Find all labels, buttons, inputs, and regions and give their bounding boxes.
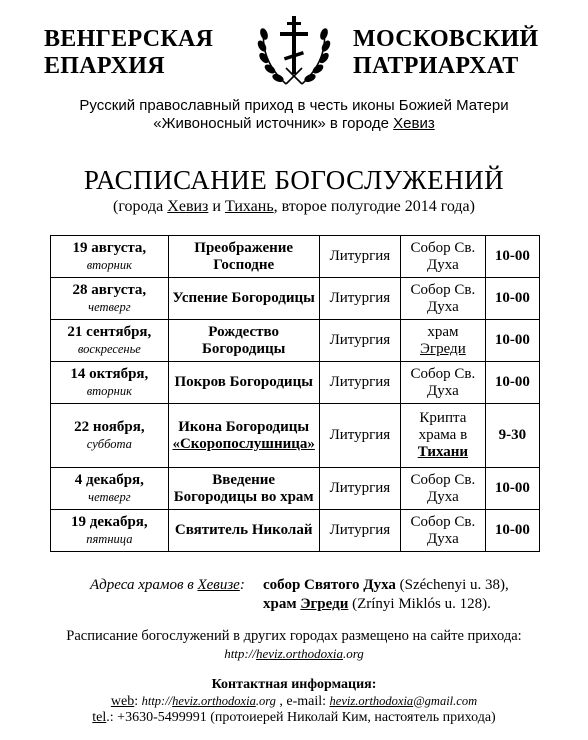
- place-line: Духа: [427, 530, 459, 547]
- time-cell: 10-00: [485, 236, 539, 278]
- place-line: Собор Св.: [410, 365, 476, 382]
- email-link-suffix: @gmail.com: [413, 694, 478, 708]
- addresses-label-colon: :: [239, 577, 245, 593]
- feast-cell: [168, 468, 319, 510]
- subtitle-part3: , второе полугодие 2014 года): [273, 198, 475, 215]
- addresses-label-text: Адреса храмов в: [90, 577, 198, 593]
- table-row: [51, 236, 540, 278]
- note-url[interactable]: [0, 645, 588, 663]
- page-subtitle: [0, 198, 588, 216]
- place-cell: [401, 362, 486, 404]
- table-row: [51, 320, 540, 362]
- parish-line2: [0, 115, 588, 133]
- date: 28 августа,: [72, 281, 147, 298]
- place-line: Собор Св.: [410, 513, 476, 530]
- place-line: храма в: [418, 427, 468, 443]
- page-title: РАСПИСАНИЕ БОГОСЛУЖЕНИЙ: [83, 165, 505, 195]
- table-row: [51, 404, 540, 468]
- time-cell: 10-00: [485, 468, 539, 510]
- parish-city: Хевиз: [393, 115, 435, 132]
- web-link-prefix: http://: [141, 694, 173, 708]
- contact-web-email: [0, 693, 588, 710]
- date-cell: [51, 278, 169, 320]
- feast-line: Введение: [212, 471, 276, 488]
- date-cell: [51, 320, 169, 362]
- date-cell: [51, 468, 169, 510]
- addresses-label: [90, 576, 245, 595]
- address-church-street: (Zrínyi Miklós u. 128).: [348, 596, 491, 612]
- feast-cell: [168, 236, 319, 278]
- schedule-table: [50, 235, 540, 552]
- contact-title: Контактная информация:: [211, 677, 377, 692]
- patriarchate-line2: ПАТРИАРХАТ: [353, 53, 519, 79]
- place-cell: [401, 320, 486, 362]
- place-cell: [401, 510, 486, 552]
- weekday: воскресенье: [77, 341, 141, 356]
- note-url-main: heviz.orthodoxia: [255, 646, 343, 661]
- place-cell: [401, 236, 486, 278]
- service-cell: Литургия: [319, 362, 401, 404]
- date-cell: [51, 510, 169, 552]
- feast-line: Покров Богородицы: [174, 374, 313, 390]
- place-cell: [401, 468, 486, 510]
- service-cell: Литургия: [319, 320, 401, 362]
- feast-cell: [168, 510, 319, 552]
- feast-line: «Скоропослушница»: [172, 435, 315, 452]
- feast-cell: [168, 278, 319, 320]
- date: 22 ноября,: [74, 418, 145, 435]
- feast-line: Святитель Николай: [174, 522, 313, 538]
- web-sep: :: [134, 694, 142, 709]
- address-church: [263, 595, 509, 614]
- table-row: [51, 510, 540, 552]
- orthodox-cross-wreath-icon: [256, 10, 332, 90]
- subtitle-part1: (города: [113, 198, 168, 215]
- subtitle-city1: Хевиз: [167, 198, 209, 215]
- place-line: Собор Св.: [410, 471, 476, 488]
- date: 14 октября,: [70, 365, 149, 382]
- feast-cell: [168, 404, 319, 468]
- parish-line2-text: «Живоносный источник» в городе: [153, 115, 394, 132]
- service-cell: Литургия: [319, 404, 401, 468]
- other-cities-note: [0, 628, 588, 663]
- web-link-suffix: .org: [255, 694, 276, 708]
- date: 21 сентября,: [67, 323, 152, 340]
- feast-cell: [168, 362, 319, 404]
- eparchy-line1: ВЕНГЕРСКАЯ: [44, 26, 214, 52]
- feast-line: Преображение: [194, 239, 294, 256]
- patriarchate-line1: МОСКОВСКИЙ: [353, 26, 539, 52]
- place-line: Духа: [427, 382, 459, 399]
- service-cell: Литургия: [319, 236, 401, 278]
- weekday: вторник: [86, 383, 132, 398]
- place-line: Собор Св.: [410, 281, 476, 298]
- time-cell: 10-00: [485, 510, 539, 552]
- feast-line: Богородицы: [202, 340, 286, 357]
- place-line: Духа: [427, 256, 459, 273]
- service-cell: Литургия: [319, 468, 401, 510]
- table-row: [51, 468, 540, 510]
- web-link-main: heviz.orthodoxia: [172, 694, 256, 708]
- date-cell: [51, 362, 169, 404]
- feast-line: Икона Богородицы: [178, 418, 310, 435]
- parish-description: [0, 97, 588, 133]
- time-cell: 10-00: [485, 320, 539, 362]
- feast-line: Богородицы во храм: [173, 488, 314, 505]
- eparchy-heading: [44, 26, 213, 80]
- time-cell: 10-00: [485, 362, 539, 404]
- place-line: Крипта: [419, 410, 467, 426]
- note-url-prefix: http://: [224, 646, 256, 661]
- date: 4 декабря,: [74, 471, 144, 488]
- address-cathedral: [263, 576, 509, 595]
- email-label: , e-mail:: [275, 694, 330, 709]
- place-line: Собор Св.: [410, 239, 476, 256]
- parish-line1: Русский православный приход в честь иконы Божией Матери: [79, 97, 509, 114]
- address-church-name: Эгреди: [300, 596, 349, 612]
- date-cell: [51, 404, 169, 468]
- feast-line: Господне: [213, 256, 275, 273]
- subtitle-city2: Тихань: [224, 198, 274, 215]
- feast-line: Успение Богородицы: [172, 290, 315, 306]
- email-link-main: heviz.orthodoxia: [329, 694, 414, 708]
- address-cathedral-name: собор Святого Духа: [263, 577, 396, 593]
- date: 19 декабря,: [71, 513, 148, 530]
- service-cell: Литургия: [319, 510, 401, 552]
- note-url-suffix: .org: [342, 646, 364, 661]
- weekday: четверг: [88, 299, 131, 314]
- place-line: Духа: [427, 488, 459, 505]
- place-cell: [401, 404, 486, 468]
- eparchy-line2: ЕПАРХИЯ: [44, 53, 165, 79]
- tel-label: tel: [92, 710, 107, 725]
- address-cathedral-street: (Széchenyi u. 38),: [395, 577, 509, 593]
- addresses-list: [263, 576, 509, 614]
- date: 19 августа,: [72, 239, 147, 256]
- place-line: Духа: [427, 298, 459, 315]
- service-cell: Литургия: [319, 278, 401, 320]
- feast-line: Рождество: [208, 323, 280, 340]
- place-cell: [401, 278, 486, 320]
- note-line1: Расписание богослужений в других городах размещено на сайте прихода:: [66, 628, 522, 644]
- time-cell: 9-30: [485, 404, 539, 468]
- address-church-prefix: храм: [263, 596, 301, 612]
- feast-cell: [168, 320, 319, 362]
- web-label: web: [110, 694, 135, 709]
- date-cell: [51, 236, 169, 278]
- addresses-label-city: Хевизе: [197, 577, 240, 593]
- contact-info: [0, 677, 588, 726]
- email-link[interactable]: [330, 694, 478, 708]
- weekday: суббота: [86, 436, 132, 451]
- weekday: пятница: [86, 531, 133, 546]
- web-link[interactable]: [142, 694, 276, 708]
- patriarchate-heading: [353, 26, 539, 80]
- subtitle-part2: и: [208, 198, 225, 215]
- place-line: храм: [427, 323, 459, 340]
- place-line: Эгреди: [420, 340, 466, 357]
- table-row: [51, 278, 540, 320]
- weekday: вторник: [86, 257, 132, 272]
- table-row: [51, 362, 540, 404]
- tel-value: .: +3630-5499991 (протоиерей Николай Ким, настоятель прихода): [106, 710, 496, 725]
- weekday: четверг: [88, 489, 131, 504]
- contact-phone: [0, 710, 588, 726]
- time-cell: 10-00: [485, 278, 539, 320]
- place-line: Тихани: [417, 444, 469, 460]
